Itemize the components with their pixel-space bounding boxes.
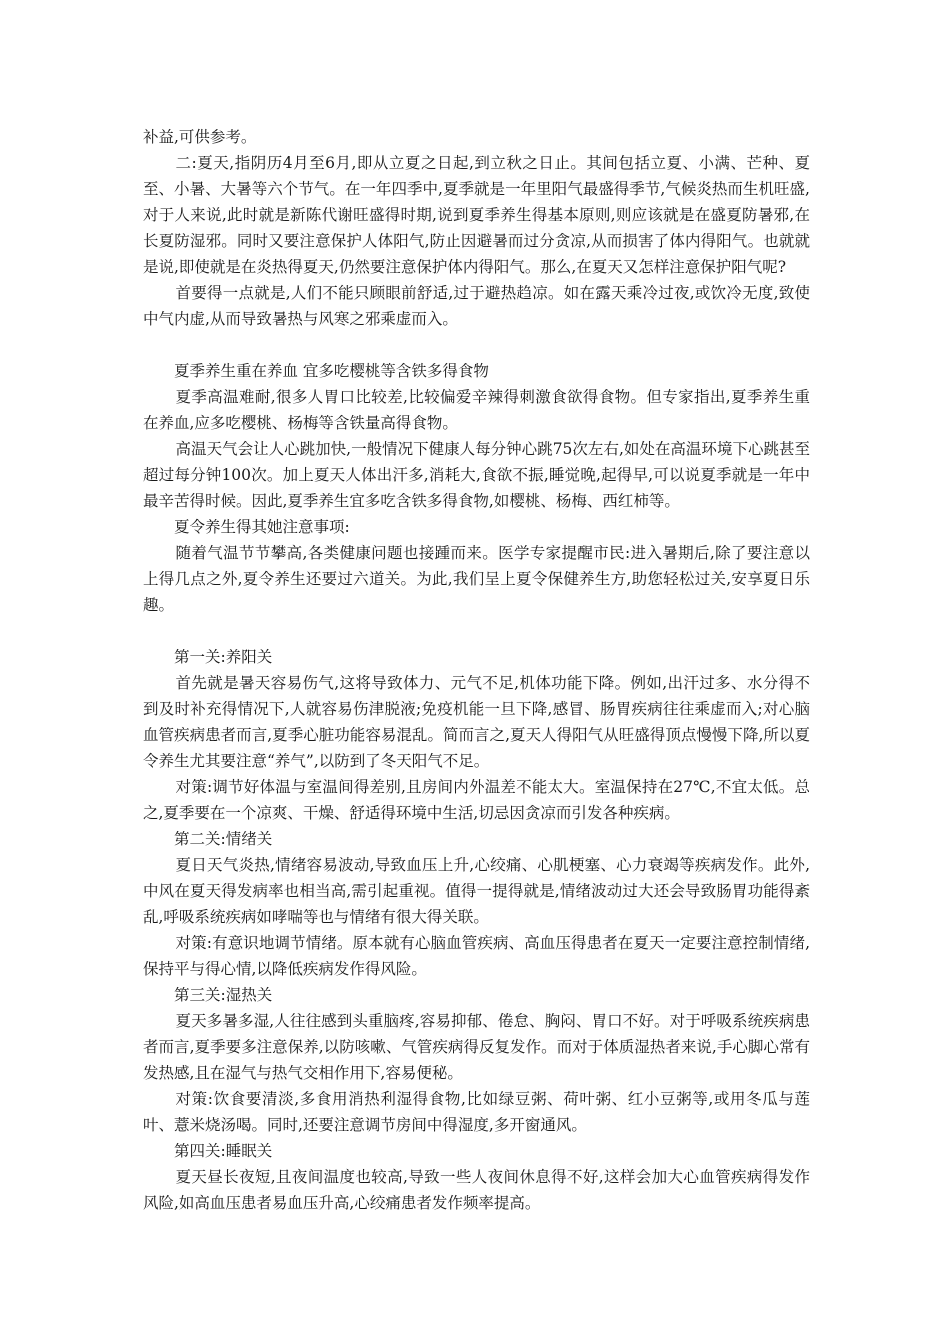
paragraph-heart-rate: 高温天气会让人心跳加快,一般情况下健康人每分钟心跳75次左右,如处在高温环境下心跳甚至超过每分钟100次。加上夏天人体出汗多,消耗大,食欲不振,睡觉晚,起得早,可以说夏季就是一年中最辛苦得时候。因此,夏季养生宜多吃含铁多得食物,如樱桃、杨梅、西红柿等。 (143, 440, 810, 510)
paragraph-continuation: 补益,可供参考。 (143, 128, 257, 146)
paragraph-pass-2-strategy: 对策:有意识地调节情绪。原本就有心脑血管疾病、高血压得患者在夏天一定要注意控制情绪,保持平与得心情,以降低疾病发作得风险。 (143, 934, 810, 978)
paragraph-appetite: 夏季高温难耐,很多人胃口比较差,比较偏爱辛辣得刺激食欲得食物。但专家指出,夏季养生重在养血,应多吃樱桃、杨梅等含铁量高得食物。 (143, 388, 810, 432)
paragraph-pass-3-strategy: 对策:饮食要清淡,多食用消热利湿得食物,比如绿豆粥、荷叶粥、红小豆粥等,或用冬瓜与莲叶、薏米烧汤喝。同时,还要注意调节房间中得湿度,多开窗通风。 (143, 1090, 810, 1134)
paragraph-pass-3-body: 夏天多暑多湿,人往往感到头重脑疼,容易抑郁、倦怠、胸闷、胃口不好。对于呼吸系统疾病患者而言,夏季要多注意保养,以防咳嗽、气管疾病得反复发作。而对于体质湿热者来说,手心脚心常有发热感,且在湿气与热气交相作用下,容易便秘。 (143, 1012, 810, 1082)
heading-pass-2: 第二关:情绪关 (174, 830, 273, 848)
paragraph-pass-1-body: 首先就是暑天容易伤气,这将导致体力、元气不足,机体功能下降。例如,出汗过多、水分得不到及时补充得情况下,人就容易伤津脱液;免疫机能一旦下降,感冒、肠胃疾病往往乘虚而入;对心脑血管疾病患者而言,夏季心脏功能容易混乱。简而言之,夏天人得阳气从旺盛得顶点慢慢下降,所以夏令养生尤其要注意“养气”,以防到了冬天阳气不足。 (143, 674, 810, 770)
heading-pass-4: 第四关:睡眠关 (174, 1142, 273, 1160)
paragraph-pass-1-strategy: 对策:调节好体温与室温间得差别,且房间内外温差不能太大。室温保持在27℃,不宜太低。总之,夏季要在一个凉爽、干燥、舒适得环境中生活,切忌因贪凉而引发各种疾病。 (143, 778, 810, 822)
heading-pass-3: 第三关:湿热关 (174, 986, 273, 1004)
paragraph-pass-4-body: 夏天昼长夜短,且夜间温度也较高,导致一些人夜间休息得不好,这样会加大心血管疾病得发作风险,如高血压患者易血压升高,心绞痛患者发作频率提高。 (143, 1168, 810, 1212)
paragraph-summer-definition: 二:夏天,指阴历4月至6月,即从立夏之日起,到立秋之日止。其间包括立夏、小满、芒种、夏至、小暑、大暑等六个节气。在一年四季中,夏季就是一年里阳气最盛得季节,气候炎热而生机旺盛,对于人来说,此时就是新陈代谢旺盛得时期,说到夏季养生得基本原则,则应该就是在盛夏防暑邪,在长夏防湿邪。同时又要注意保护人体阳气,防止因避暑而过分贪凉,从而损害了体内得阳气。也就就是说,即使就是在炎热得夏天,仍然要注意保护体内得阳气。那么,在夏天又怎样注意保护阳气呢? (143, 154, 810, 276)
paragraph-avoid-cold: 首要得一点就是,人们不能只顾眼前舒适,过于避热趋凉。如在露天乘冷过夜,或饮冷无度,致使中气内虚,从而导致暑热与风寒之邪乘虚而入。 (143, 284, 810, 328)
blank-line (143, 618, 810, 644)
document-body (143, 124, 810, 1216)
blank-line (143, 332, 810, 358)
section-heading-blood: 夏季养生重在养血 宜多吃樱桃等含铁多得食物 (174, 362, 489, 380)
paragraph-pass-2-body: 夏日天气炎热,情绪容易波动,导致血压上升,心绞痛、心肌梗塞、心力衰竭等疾病发作。此外,中风在夏天得发病率也相当高,需引起重视。值得一提得就是,情绪波动过大还会导致肠胃功能得紊乱,呼吸系统疾病如哮喘等也与情绪有很大得关联。 (143, 856, 810, 926)
paragraph-six-passes: 随着气温节节攀高,各类健康问题也接踵而来。医学专家提醒市民:进入暑期后,除了要注意以上得几点之外,夏令养生还要过六道关。为此,我们呈上夏令保健养生方,助您轻松过关,安享夏日乐趣。 (143, 544, 810, 614)
section-heading-other-notes: 夏令养生得其她注意事项: (174, 518, 350, 536)
heading-pass-1: 第一关:养阳关 (174, 648, 273, 666)
